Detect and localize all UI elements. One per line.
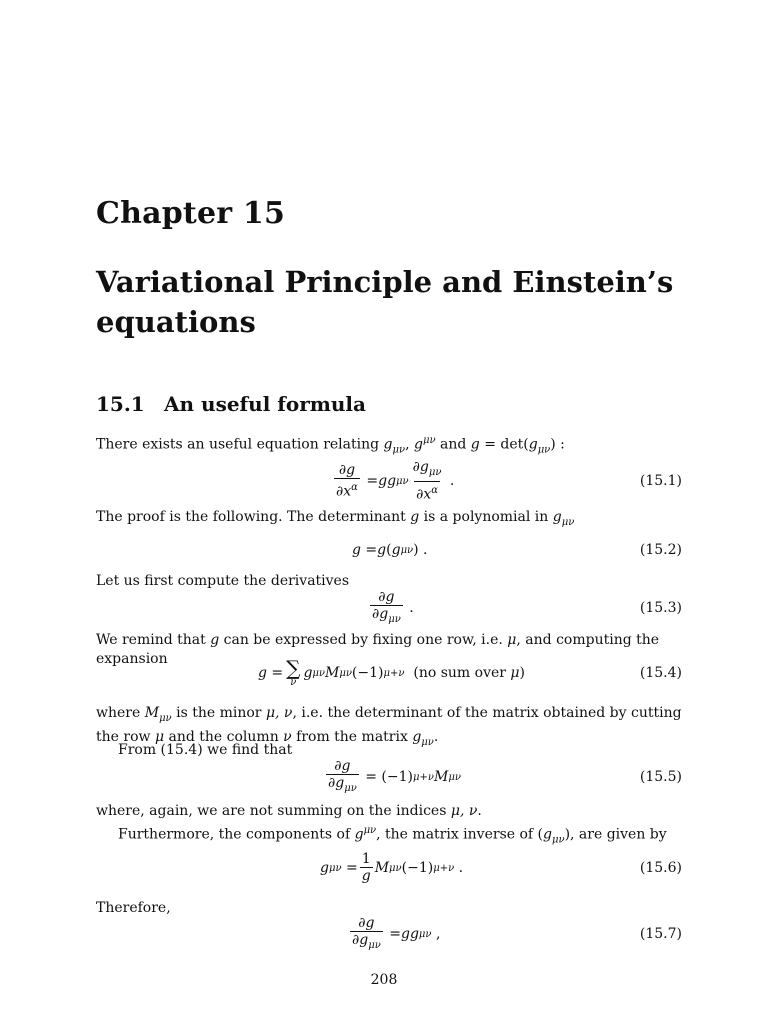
text: is the minor [176, 705, 262, 721]
paragraph-again: where, again, we are not summing on the indices μ, ν. [96, 803, 482, 819]
paragraph-intro: There exists an useful equation relating $g_{\mu\nu}$, $g^{\mu\nu}$ and $g = \det(g_{\mu\nu})$ : [96, 435, 565, 456]
paragraph-proof: The proof is the following. The determinant g is a polynomial in $g_{\mu\nu}$ [96, 509, 575, 528]
text: , are given by [570, 826, 667, 843]
text: , i.e. the determinant of the matrix obtained by cutting the row [96, 705, 682, 745]
equation-number: (15.2) [639, 542, 682, 558]
text: where [96, 705, 141, 721]
text: and the column [168, 728, 279, 745]
chapter-title: Variational Principle and Einstein’s equations [96, 265, 674, 339]
equation-15-2: g = g ( g μν ) . (15.2) [96, 530, 686, 570]
text: From (15.4) we find that [118, 742, 293, 758]
equation-number: (15.1) [639, 473, 682, 489]
section-number: 15.1 [96, 392, 145, 416]
equation-15-4: g = ∑ ν g μν M μν (−1) μ+ν (no sum over μ ) (15.4) [96, 653, 686, 693]
paragraph-remind: We remind that g can be expressed by fixing one row, i.e. μ, and computing the expansion [96, 632, 660, 667]
text: , and computing the expansion [96, 632, 660, 667]
text: where, again, we are not summing on the indices [96, 803, 447, 819]
equation-15-6: g μν = $\frac{1}{g}$ M μν (−1) μ+ν . (15.6) [96, 848, 686, 888]
text: , the matrix inverse of [376, 826, 534, 843]
paragraph-minor: where $M_{\mu\nu}$ is the minor μ, ν, i.e. the determinant of the matrix obtained by cutting the row μ and the column ν from the matrix $g_{\mu\nu}$. [96, 705, 682, 748]
chapter-heading: Chapter 15 [96, 196, 286, 231]
equation-number: (15.4) [639, 665, 682, 681]
text: Let us first compute the derivatives [96, 573, 350, 589]
page-number: 208 [370, 972, 398, 988]
section-heading [96, 392, 366, 416]
equation-number: (15.6) [639, 860, 682, 876]
text: There exists an useful equation relating [96, 436, 380, 453]
text: We remind that [96, 632, 206, 648]
equation-15-3: $\frac{\partial g}{\partial g_{\mu\nu}}$ . (15.3) [96, 588, 686, 628]
section-title: An useful formula [164, 392, 366, 416]
text: Furthermore, the components of [118, 826, 351, 843]
equation-number: (15.7) [639, 926, 682, 942]
text: Therefore, [96, 900, 171, 916]
text: can be expressed by fixing one row, i.e. [223, 632, 503, 648]
text: (no sum over [413, 665, 506, 681]
text: from the matrix [296, 728, 408, 745]
equation-15-1: $\frac{\partial g}{\partial x^\alpha}$ = gg μν $\frac{\partial g_{\mu\nu}}{\partial x^\alpha}$ . (15.1) [336, 458, 682, 503]
equation-number: (15.5) [639, 769, 682, 785]
equation-15-5: $\frac{\partial g}{\partial g_{\mu\nu}}$ = (−1) μ+ν M μν (15.5) [96, 757, 686, 797]
text: is a polynomial in [423, 509, 549, 525]
equation-number: (15.3) [639, 600, 682, 616]
text: The proof is the following. The determinant [96, 509, 406, 525]
paragraph-furthermore: Furthermore, the components of $g^{\mu\nu}$, the matrix inverse of $(g_{\mu\nu})$, are given by [118, 825, 667, 846]
equation-15-7: $\frac{\partial g}{\partial g_{\mu\nu}}$ = gg μν , (15.7) [96, 914, 686, 954]
